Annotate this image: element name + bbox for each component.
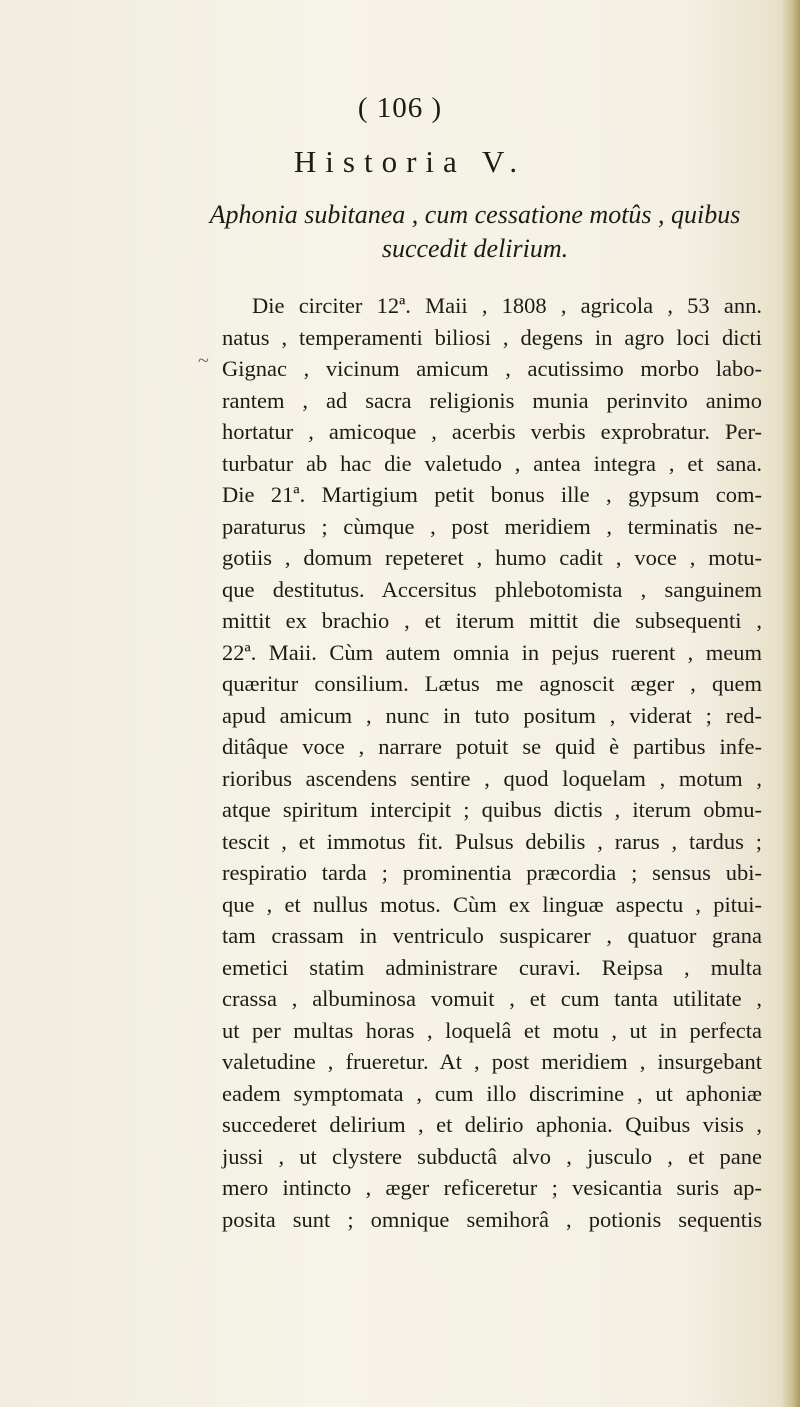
text-line: Die 21ª. Martigium petit bonus ille , gypsum com- — [222, 482, 762, 507]
text-line: Gignac , vicinum amicum , acutissimo morbo labo- — [222, 356, 762, 381]
text-line: eadem symptomata , cum illo discrimine , ut aphoniæ — [222, 1080, 762, 1106]
text-line: respiratio tarda ; prominentia præcordia ; sensus ubi- — [222, 860, 762, 885]
text-line: atque spiritum intercipit ; quibus dictis , iterum obmu- — [222, 797, 762, 822]
text-line: emetici statim administrare curavi. Reipsa , multa — [222, 954, 762, 980]
page-number: ( 106 ) — [357, 92, 443, 124]
text-line: hortatur , amicoque , acerbis verbis exprobratur. Per- — [222, 419, 762, 444]
text-line: rantem , ad sacra religionis munia perinvito animo — [222, 387, 762, 413]
text-line: posita sunt ; omnique semihorâ , potionis sequentis — [222, 1206, 762, 1232]
text-line: turbatur ab hac die valetudo , antea integra , et sana. — [222, 450, 762, 476]
text-line: crassa , albuminosa vomuit , et cum tanta utilitate , — [222, 986, 762, 1011]
text-line: gotiis , domum repeteret , humo cadit , voce , motu- — [222, 545, 762, 570]
text-line: que destitutus. Accersitus phlebotomista , sanguinem — [222, 576, 762, 602]
margin-mark: ~ — [198, 350, 209, 372]
text-line: mero intincto , æger reficeretur ; vesicantia suris ap- — [222, 1175, 762, 1200]
text-line: natus , temperamenti biliosi , degens in agro loci dicti — [222, 324, 762, 350]
text-line: que , et nullus motus. Cùm ex linguæ aspectu , pitui- — [222, 891, 762, 917]
text-line: jussi , ut clystere subductâ alvo , jusculo , et pane — [222, 1143, 762, 1169]
text-line: quæritur consilium. Lætus me agnoscit æger , quem — [222, 671, 762, 696]
subtitle-line: succedit delirium. — [381, 234, 569, 263]
text-line: 22ª. Maii. Cùm autem omnia in pejus ruerent , meum — [222, 639, 762, 665]
text-line: paraturus ; cùmque , post meridiem , terminatis ne- — [222, 513, 762, 539]
text-line: mittit ex brachio , et iterum mittit die subsequenti , — [222, 608, 762, 633]
section-subtitle — [195, 198, 755, 266]
text-line: tescit , et immotus fit. Pulsus debilis , rarus , tardus ; — [222, 828, 762, 854]
text-line: valetudine , frueretur. At , post meridiem , insurgebant — [222, 1049, 762, 1074]
text-line: succederet delirium , et delirio aphonia. Quibus visis , — [222, 1112, 762, 1137]
body-text — [222, 290, 762, 1235]
subtitle-line: Aphonia subitanea , cum cessatione motûs , quibus — [209, 200, 741, 229]
text-line: rioribus ascendens sentire , quod loquelam , motum , — [222, 765, 762, 791]
text-line: ut per multas horas , loquelâ et motu , ut in perfecta — [222, 1017, 762, 1043]
text-line: tam crassam in ventriculo suspicarer , quatuor grana — [222, 923, 762, 948]
page-edge-shadow — [782, 0, 800, 1407]
text-line: Die circiter 12ª. Maii , 1808 , agricola , 53 ann. — [252, 293, 762, 318]
section-heading: Historia V. — [293, 144, 527, 179]
text-line: ditâque voce , narrare potuit se quid è partibus infe- — [222, 734, 762, 759]
text-line: apud amicum , nunc in tuto positum , viderat ; red- — [222, 702, 762, 728]
